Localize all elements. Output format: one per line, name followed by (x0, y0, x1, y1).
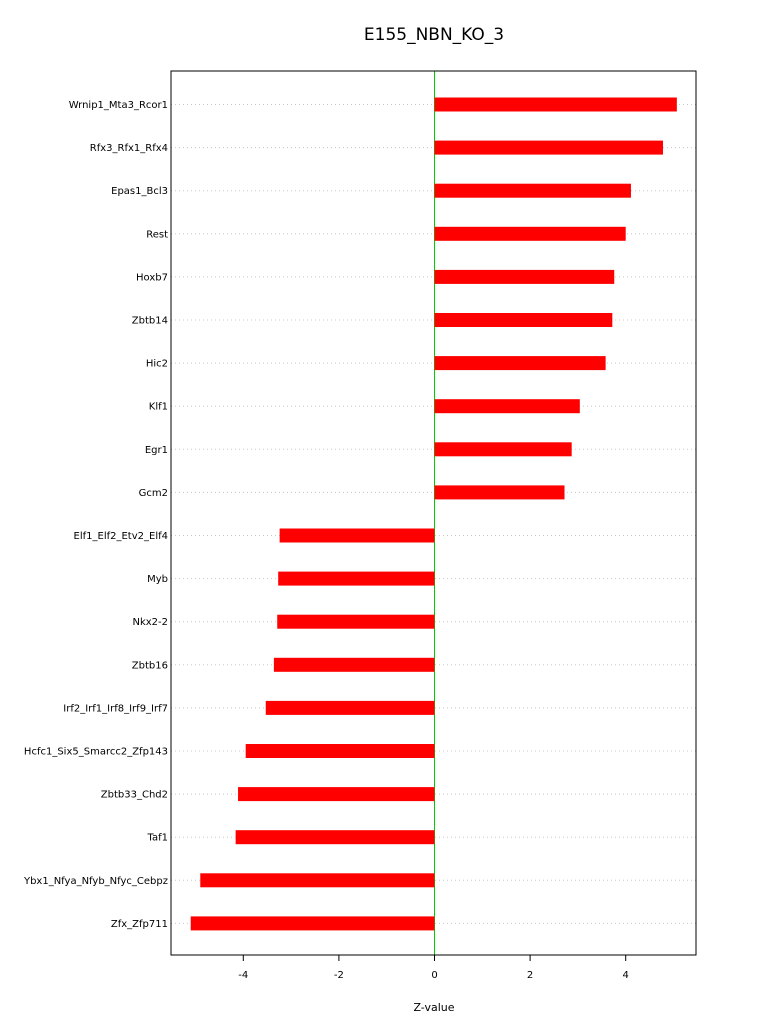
category-label: Rest (146, 229, 168, 241)
x-axis-title: Z-value (413, 1001, 455, 1014)
bars (191, 98, 677, 931)
bar-nkx2-2 (277, 615, 434, 629)
category-label: Ybx1_Nfya_Nfyb_Nfyc_Cebpz (23, 875, 168, 887)
bar-ybx1-nfya-nfyb-nfyc-cebpz (200, 873, 434, 887)
x-tick-label: 4 (622, 970, 629, 981)
plot-frame (171, 71, 696, 955)
category-label: Hoxb7 (136, 272, 168, 284)
x-tick-label: -2 (333, 970, 344, 981)
category-label: Nkx2-2 (132, 617, 168, 629)
category-label: Rfx3_Rfx1_Rfx4 (89, 143, 168, 155)
category-label: Elf1_Elf2_Etv2_Elf4 (73, 531, 168, 542)
bar-wrnip1-mta3-rcor1 (435, 98, 677, 112)
x-axis (238, 955, 629, 981)
bar-hic2 (435, 356, 606, 370)
bar-rfx3-rfx1-rfx4 (435, 141, 663, 155)
category-label: Myb (147, 574, 168, 586)
bar-klf1 (435, 399, 580, 413)
category-label: Egr1 (144, 444, 168, 456)
x-tick-label: 0 (431, 970, 438, 981)
category-label: Zbtb14 (131, 315, 168, 327)
category-label: Gcm2 (138, 487, 168, 499)
bar-egr1 (435, 442, 572, 456)
chart-title: E155_NBN_KO_3 (363, 25, 505, 45)
bar-elf1-elf2-etv2-elf4 (280, 529, 435, 543)
category-label: Hic2 (145, 358, 168, 370)
bar-gcm2 (435, 485, 565, 499)
bar-taf1 (236, 830, 435, 844)
category-label: Klf1 (148, 401, 168, 413)
category-label: Zbtb16 (131, 660, 168, 672)
category-label: Wrnip1_Mta3_Rcor1 (68, 100, 168, 111)
bar-irf2-irf1-irf8-irf9-irf7 (266, 701, 435, 715)
bar-zfx-zfp711 (191, 916, 435, 930)
category-label: Zbtb33_Chd2 (100, 789, 168, 801)
bar-hoxb7 (435, 270, 615, 284)
x-tick-label: 2 (526, 970, 534, 981)
bar-zbtb33-chd2 (238, 787, 434, 801)
category-label: Epas1_Bcl3 (111, 186, 168, 198)
category-labels (23, 100, 168, 930)
bar-zbtb14 (435, 313, 613, 327)
category-label: Hcfc1_Six5_Smarcc2_Zfp143 (23, 746, 168, 758)
x-tick-label: -4 (238, 970, 249, 981)
category-label: Irf2_Irf1_Irf8_Irf9_Irf7 (63, 703, 168, 715)
category-label: Zfx_Zfp711 (110, 918, 168, 930)
bar-epas1-bcl3 (435, 184, 631, 198)
bar-myb (278, 572, 434, 586)
bar-hcfc1-six5-smarcc2-zfp143 (246, 744, 435, 758)
bar-rest (435, 227, 626, 241)
bar-zbtb16 (274, 658, 435, 672)
category-label: Taf1 (147, 832, 168, 844)
